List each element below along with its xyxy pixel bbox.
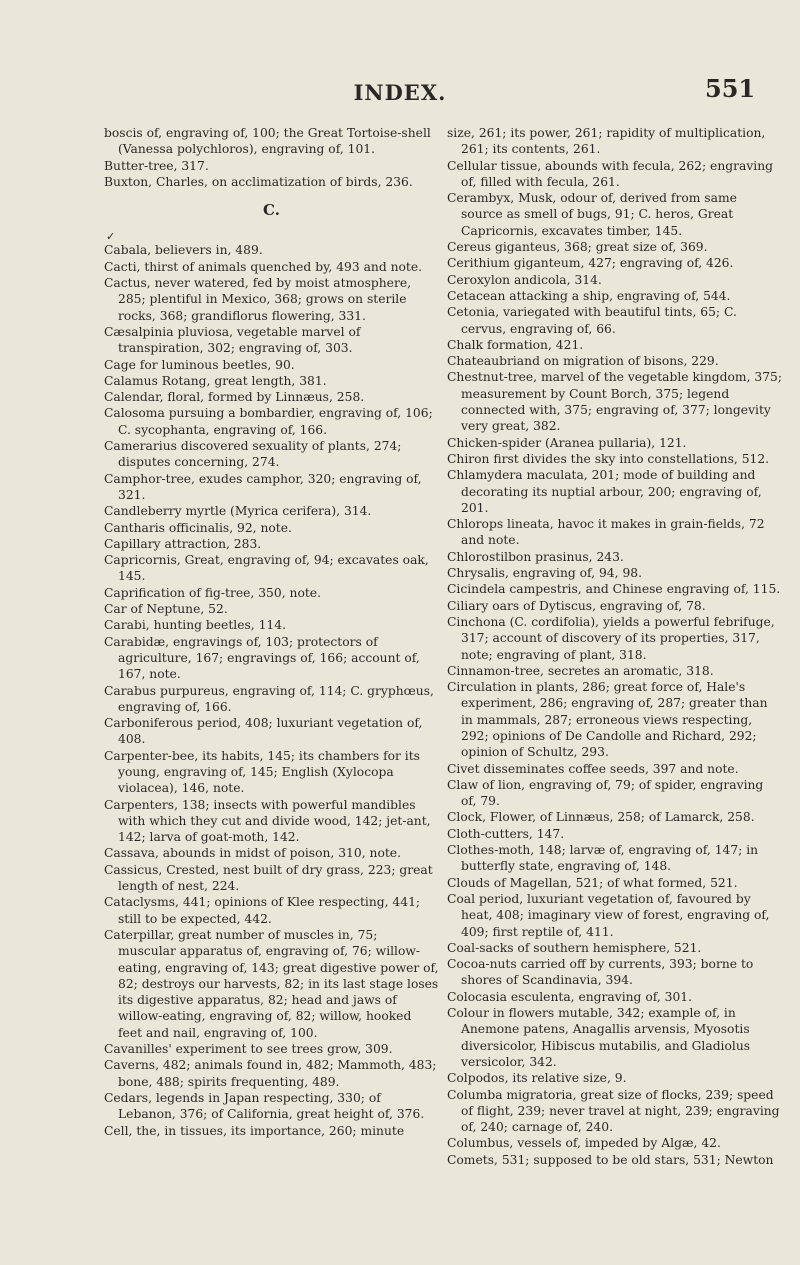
index-entry: Caterpillar, great number of muscles in, 75; muscular apparatus of, engraving of, 76; willow-eating, engraving of, 143; great digestive power of, 82; destroys our harvests, 82; in its last stage loses its digestive apparatus, 82; head and jaws of willow-eating, engraving of, 82; willow, hooked feet and nail, engraving of, 100. (104, 927, 439, 1040)
index-entry: Chlorops lineata, havoc it makes in grain-fields, 72 and note. (447, 517, 765, 548)
index-entry: boscis of, engraving of, 100; the Great Tortoise-shell (Vanessa polychloros), engraving of, 101. (104, 126, 431, 157)
index-entry: Cactus, never watered, fed by moist atmosphere, 285; plentiful in Mexico, 368; grows on sterile rocks, 368; grandiflorus flowering, 331. (104, 276, 412, 323)
index-entry: Cloth-cutters, 147. (447, 826, 565, 841)
index-entry: Buxton, Charles, on acclimatization of birds, 236. (104, 174, 413, 189)
index-entry: Cantharis officinalis, 92, note. (104, 520, 292, 535)
index-entry: Columbus, vessels of, impeded by Algæ, 42. (447, 1136, 721, 1151)
index-entry: Caprification of fig-tree, 350, note. (104, 585, 321, 600)
index-entry: Car of Neptune, 52. (104, 602, 228, 617)
index-entry: Coal period, luxuriant vegetation of, favoured by heat, 408; imaginary view of forest, engraving of, 409; first reptile of, 411. (447, 891, 770, 939)
index-entry: Carpenter-bee, its habits, 145; its chambers for its young, engraving of, 145; English (Xylocopa violacea), 146, note. (104, 748, 420, 796)
index-entry: Comets, 531; supposed to be old stars, 531; Newton (447, 1152, 774, 1167)
index-entry: Cinnamon-tree, secretes an aromatic, 318. (447, 663, 714, 678)
index-entry: Circulation in plants, 286; great force of, Hale's experiment, 286; engraving of, 287; greater than in mammals, 287; erroneous views respecting, 292; opinions of De Candolle and Richard, 292; opinion of Schultz, 293. (447, 680, 768, 760)
index-entry: Cerithium giganteum, 427; engraving of, 426. (447, 256, 734, 271)
index-entry: Cell, the, in tissues, its importance, 260; minute (104, 1123, 405, 1138)
check-mark: ✓ (106, 230, 116, 244)
index-entry: Coal-sacks of southern hemisphere, 521. (447, 940, 702, 955)
index-entry: Cavanilles' experiment to see trees grow, 309. (104, 1042, 393, 1057)
index-entry: Carabi, hunting beetles, 114. (104, 618, 286, 633)
left-entries (104, 242, 439, 1138)
index-entry: Cæsalpinia pluviosa, vegetable marvel of transpiration, 302; engraving of, 303. (104, 324, 361, 356)
index-entry: Calendar, floral, formed by Linnæus, 258. (104, 390, 365, 405)
index-entry: Columba migratoria, great size of flocks, 239; speed of flight, 239; never travel at night, 239; engraving of, 240; carnage of, 240. (447, 1087, 780, 1135)
index-entry: Colour in flowers mutable, 342; example of, in Anemone patens, Anagallis arvensis, Myosotis diversicolor, Hibiscus mutabilis, and Gladiolus versicolor, 342. (447, 1006, 751, 1069)
index-entry: Cassava, abounds in midst of poison, 310, note. (104, 846, 401, 861)
index-entry: Camphor-tree, exudes camphor, 320; engraving of, 321. (104, 471, 422, 502)
index-entry: Colocasia esculenta, engraving of, 301. (447, 989, 693, 1004)
left-column (104, 125, 439, 1139)
index-entry: Chestnut-tree, marvel of the vegetable kingdom, 375; measurement by Count Borch, 375; legend connected with, 375; engraving of, 377; longevity very great, 382. (447, 370, 783, 434)
index-entry: Civet disseminates coffee seeds, 397 and note. (447, 761, 739, 776)
index-entry: Calosoma pursuing a bombardier, engraving of, 106; C. sycophanta, engraving of, 166. (104, 406, 433, 437)
index-entry: Butter-tree, 317. (104, 158, 209, 173)
index-entry: Chateaubriand on migration of bisons, 229. (447, 354, 719, 369)
index-entry: Cetonia, variegated with beautiful tints, 65; C. cervus, engraving of, 66. (447, 305, 737, 336)
index-entry: Claw of lion, engraving of, 79; of spider, engraving of, 79. (447, 777, 764, 809)
index-entry: Carboniferous period, 408; luxuriant vegetation of, 408. (104, 716, 423, 747)
index-entry: Cinchona (C. cordifolia), yields a powerful febrifuge, 317; account of discovery of its properties, 317, note; engraving of plant, 318. (447, 614, 775, 662)
index-entry: Cetacean attacking a ship, engraving of, 544. (447, 288, 731, 303)
index-entry: Carpenters, 138; insects with powerful mandibles with which they cut and divide wood, 142; jet-ant, 142; larva of goat-moth, 142. (104, 797, 431, 845)
index-entry: Clothes-moth, 148; larvæ of, engraving of, 147; in butterfly state, engraving of, 148. (447, 843, 759, 874)
index-entry: Chlorostilbon prasinus, 243. (447, 549, 624, 564)
index-entry: Cassicus, Crested, nest built of dry grass, 223; great length of nest, 224. (104, 862, 433, 894)
index-entry: Chicken-spider (Aranea pullaria), 121. (447, 435, 687, 450)
index-entry: Cedars, legends in Japan respecting, 330; of Lebanon, 376; of California, great height of, 376. (104, 1090, 425, 1122)
index-entry: size, 261; its power, 261; rapidity of multiplication, 261; its contents, 261. (447, 126, 766, 157)
index-entry: Carabus purpureus, engraving of, 114; C. gryphœus, engraving of, 166. (104, 683, 434, 714)
index-entry: Cataclysms, 441; opinions of Klee respecting, 441; still to be expected, 442. (104, 895, 421, 926)
index-entry: Cocoa-nuts carried off by currents, 393; borne to shores of Scandinavia, 394. (447, 957, 754, 988)
index-entry: Cage for luminous beetles, 90. (104, 357, 295, 372)
index-entry: Clock, Flower, of Linnæus, 258; of Lamarck, 258. (447, 810, 755, 825)
index-entry: Camerarius discovered sexuality of plants, 274; disputes concerning, 274. (104, 439, 402, 470)
index-entry: Ciliary oars of Dytiscus, engraving of, 78. (447, 598, 706, 613)
index-entry: Candleberry myrtle (Myrica cerifera), 314. (104, 504, 372, 519)
index-entry: Ceroxylon andicola, 314. (447, 272, 602, 287)
index-entry: Chalk formation, 421. (447, 337, 584, 352)
right-column (447, 125, 782, 1168)
index-entry: Caverns, 482; animals found in, 482; Mammoth, 483; bone, 488; spirits frequenting, 489. (104, 1058, 437, 1089)
index-entry: Cereus giganteus, 368; great size of, 369. (447, 240, 708, 255)
index-entry: Carabidæ, engravings of, 103; protectors of agriculture, 167; engravings of, 166; account of, 167, note. (104, 634, 420, 682)
page-number: 551 (705, 74, 756, 103)
index-entry: Chrysalis, engraving of, 94, 98. (447, 566, 643, 581)
index-entry: Cabala, believers in, 489. (104, 243, 263, 258)
running-title: INDEX. (353, 80, 447, 105)
index-entry: Cacti, thirst of animals quenched by, 493 and note. (104, 259, 423, 274)
index-entry: Chiron first divides the sky into constellations, 512. (447, 451, 770, 466)
index-entry: Calamus Rotang, great length, 381. (104, 373, 327, 388)
index-entry: Cicindela campestris, and Chinese engraving of, 115. (447, 582, 781, 597)
index-entry: Colpodos, its relative size, 9. (447, 1071, 627, 1086)
index-entry: Capillary attraction, 283. (104, 536, 262, 551)
section-letter: C. (263, 201, 280, 220)
index-entry: Cellular tissue, abounds with fecula, 262; engraving of, filled with fecula, 261. (447, 158, 773, 189)
index-entry: Cerambyx, Musk, odour of, derived from same source as smell of bugs, 91; C. heros, Great Capricornis, excavates timber, 145. (447, 191, 737, 238)
index-entry: Chlamydera maculata, 201; mode of building and decorating its nuptial arbour, 200; engraving of, 201. (447, 468, 762, 515)
index-entry: Capricornis, Great, engraving of, 94; excavates oak, 145. (104, 553, 429, 584)
index-entry: Clouds of Magellan, 521; of what formed, 521. (447, 875, 738, 890)
